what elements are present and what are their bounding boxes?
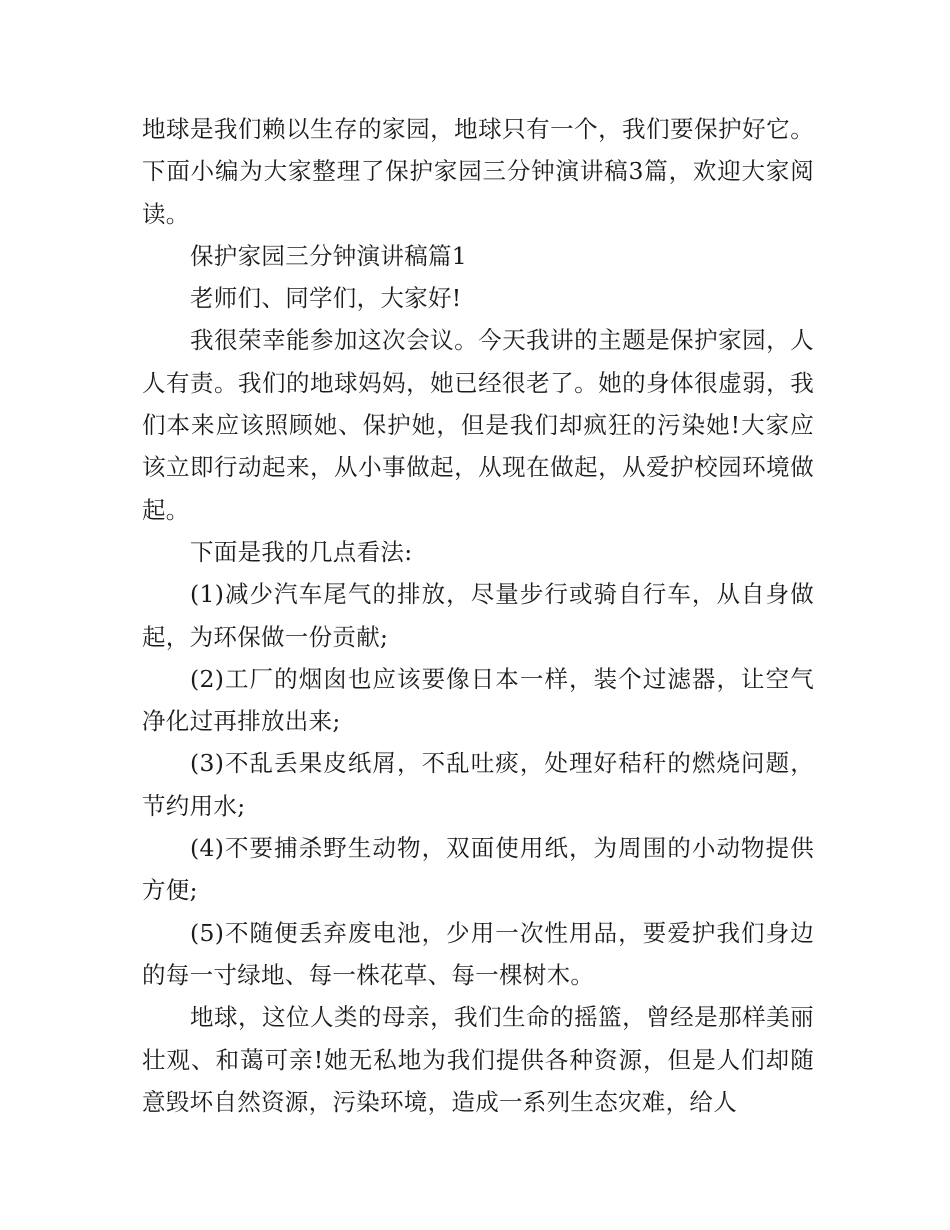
list-item: (2)工厂的烟囱也应该要像日本一样，装个过滤器，让空气净化过再排放出来; [142, 664, 814, 736]
body-paragraph: 我很荣幸能参加这次会议。今天我讲的主题是保护家园，人人有责。我们的地球妈妈，她已经很老了。她的身体很虚弱，我们本来应该照顾她、保护她，但是我们却疯狂的污染她!大家应该立即行动起来，从小事做起，从现在做起，从爱护校园环境做起。 [142, 326, 814, 524]
greeting-paragraph: 老师们、同学们，大家好! [190, 284, 462, 313]
list-item: (5)不随便丢弃废电池，少用一次性用品，要爱护我们身边的每一寸绿地、每一株花草、每一棵树木。 [142, 918, 814, 989]
points-intro-paragraph: 下面是我的几点看法: [190, 537, 413, 566]
list-item: (3)不乱丢果皮纸屑，不乱吐痰，处理好秸秆的燃烧问题，节约用水; [142, 749, 814, 820]
intro-paragraph: 地球是我们赖以生存的家园，地球只有一个，我们要保护好它。下面小编为大家整理了保护家园三分钟演讲稿3篇，欢迎大家阅读。 [142, 115, 814, 228]
closing-paragraph: 地球，这位人类的母亲，我们生命的摇篮，曾经是那样美丽壮观、和蔼可亲!她无私地为我们提供各种资源，但是人们却随意毁坏自然资源，污染环境，造成一系列生态灾难，给人 [142, 1003, 814, 1116]
document-page [142, 108, 814, 1123]
speech-title: 保护家园三分钟演讲稿篇1 [190, 241, 468, 270]
list-item: (4)不要捕杀野生动物，双面使用纸，为周围的小动物提供方便; [142, 834, 814, 905]
list-item: (1)减少汽车尾气的排放，尽量步行或骑自行车，从自身做起，为环保做一份贡献; [142, 580, 814, 651]
